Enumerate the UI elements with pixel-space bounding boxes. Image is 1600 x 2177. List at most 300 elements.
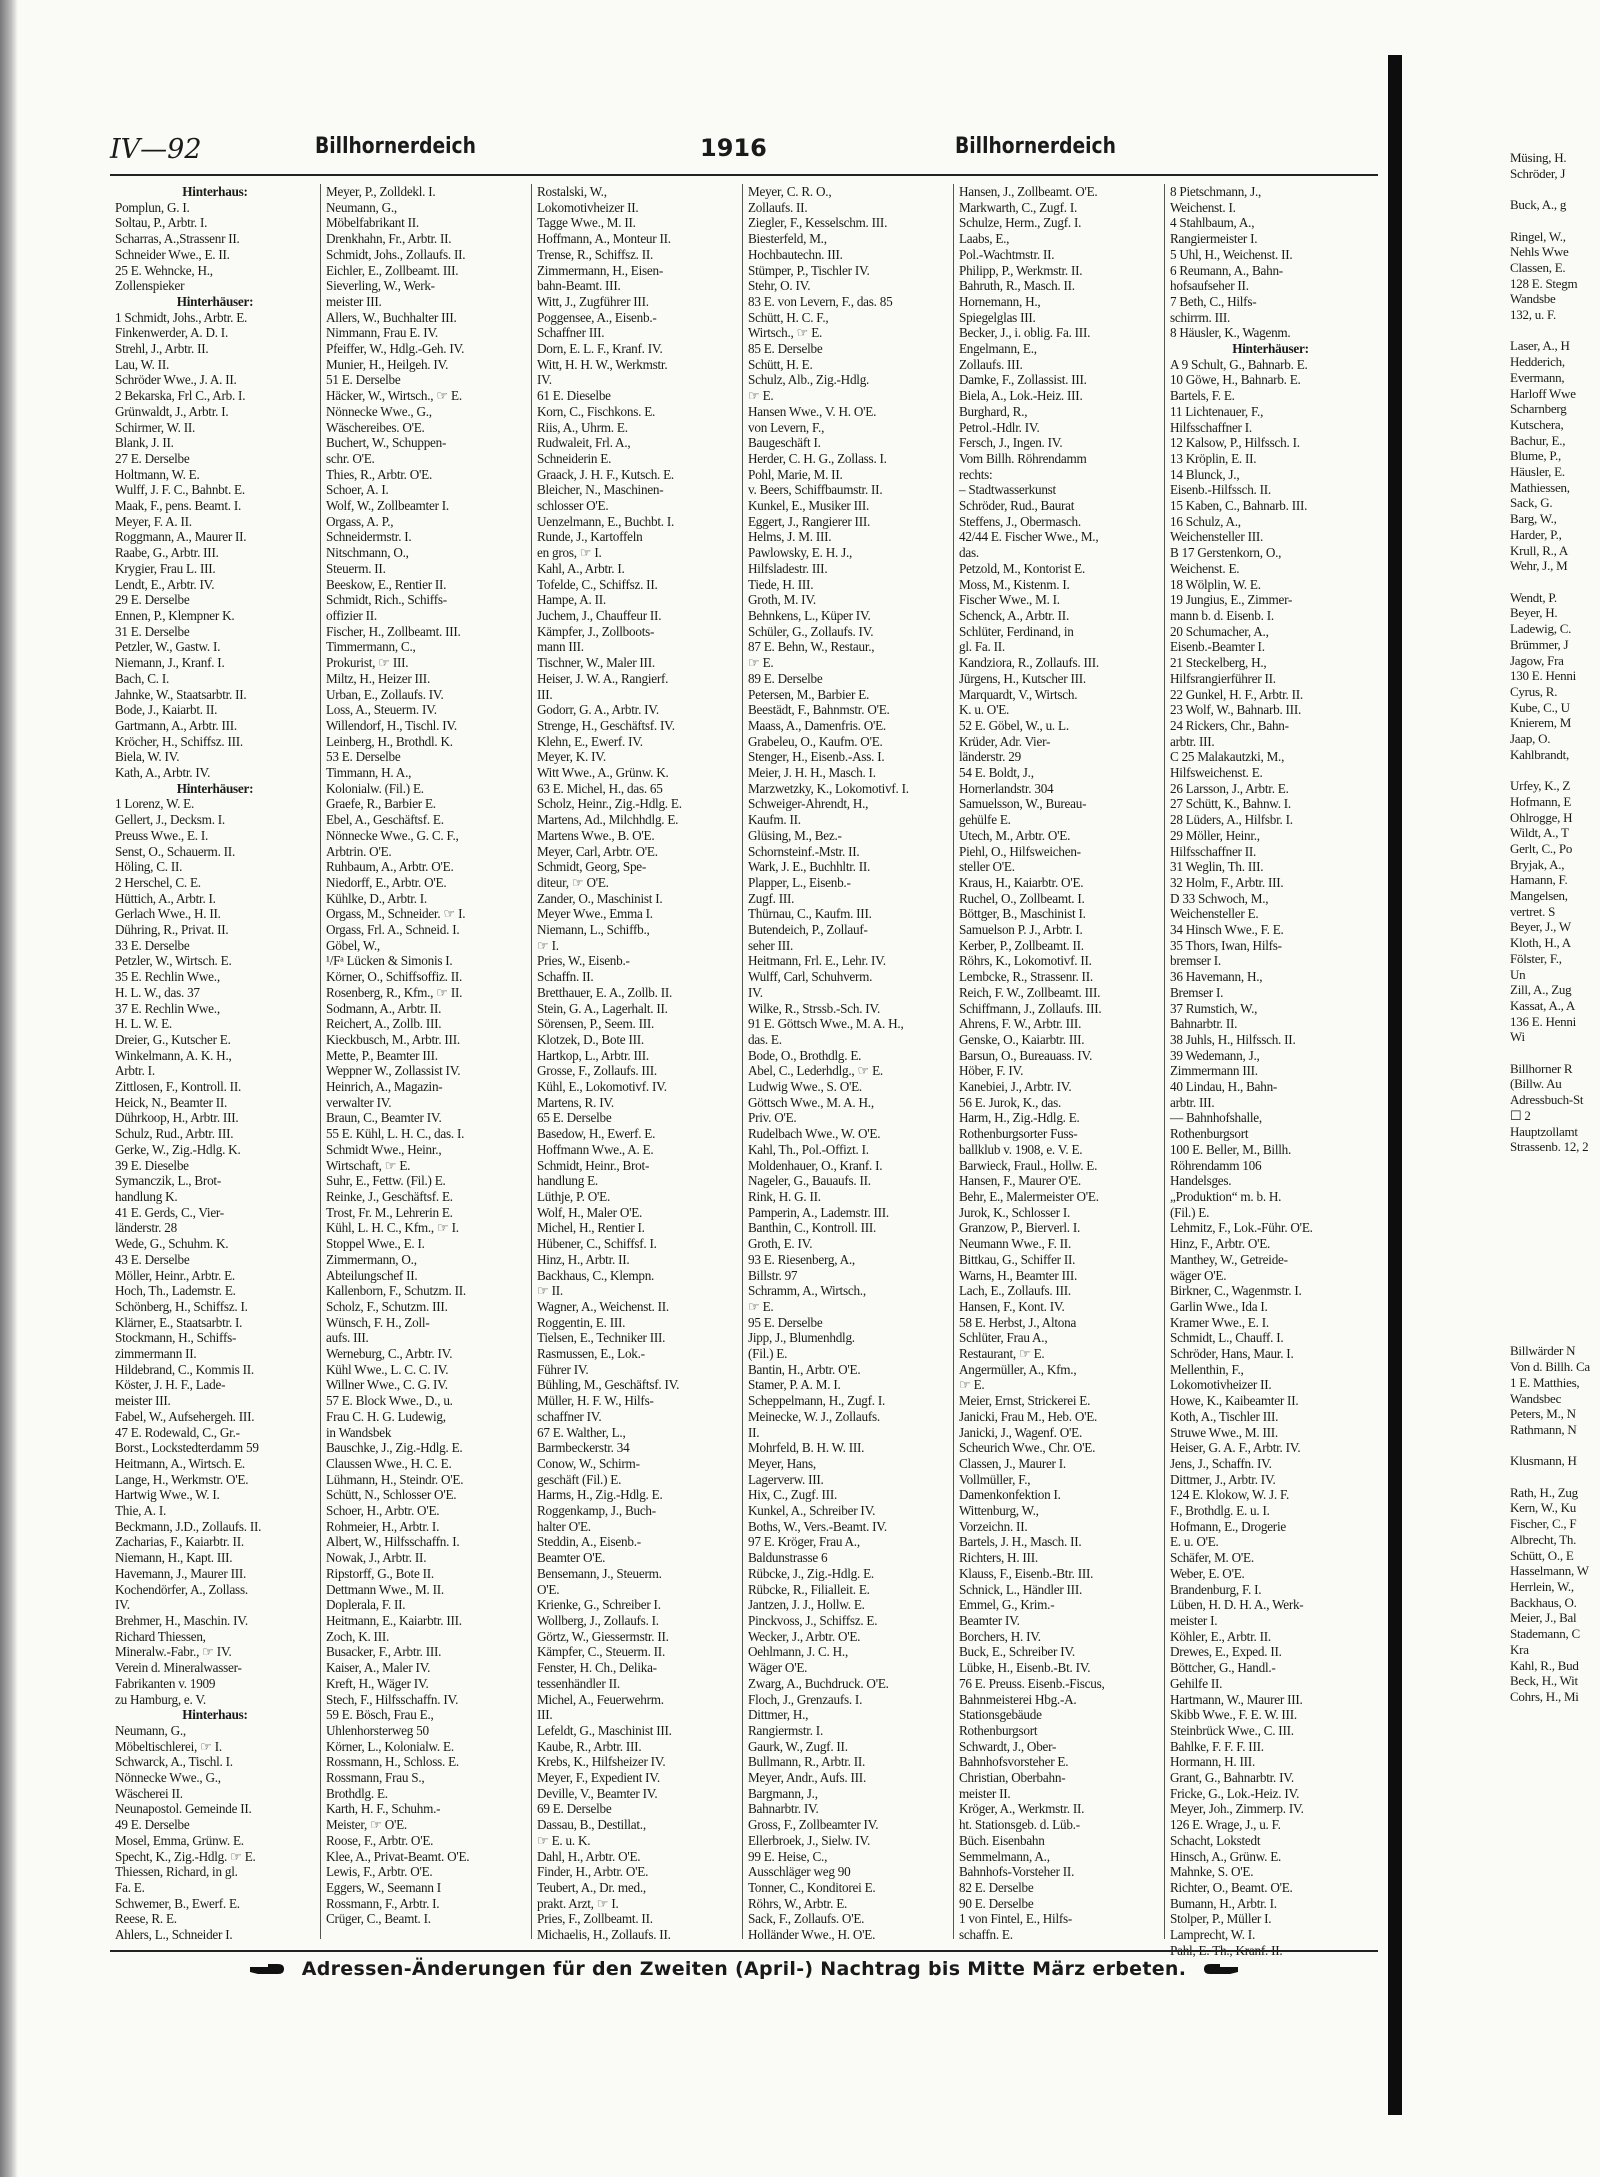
directory-entry: Albert, W., Hilfsschaffn. I.: [326, 1534, 460, 1550]
directory-entry: Hansen, J., Zollbeamt. O'E.: [959, 184, 1098, 199]
directory-entry: Wirtsch., ☞ E.: [748, 325, 823, 341]
directory-entry: Martens Wwe., B. O'E.: [537, 827, 655, 843]
directory-entry: Fischer, H., Zollbeamt. III.: [326, 623, 461, 639]
next-page-entry: Rathmann, N: [1510, 1421, 1577, 1437]
next-page-entry: Jagow, Fra: [1510, 652, 1564, 668]
directory-entry: Markwarth, C., Zugf. I.: [959, 199, 1078, 215]
next-page-entry: [1510, 1045, 1600, 1061]
directory-entry: Schornsteinf.-Mstr. II.: [748, 843, 860, 859]
directory-entry: 76 E. Preuss. Eisenb.-Fiscus,: [959, 1675, 1105, 1691]
directory-entry: 69 E. Derselbe: [537, 1801, 612, 1817]
section-heading: Hinterhäuser:: [176, 293, 254, 309]
directory-entry: Schmidt, Rich., Schiffs-: [326, 592, 447, 608]
directory-entry: Lühmann, H., Steindr. O'E.: [326, 1471, 464, 1487]
directory-entry: ☞ E.: [748, 388, 774, 404]
directory-entry: Angermüller, A., Kfm.,: [959, 1361, 1077, 1377]
directory-entry: Marzwetzky, K., Lokomotivf. I.: [748, 780, 909, 796]
directory-entry: 126 E. Wrage, J., u. F.: [1170, 1817, 1281, 1833]
directory-entry: D 33 Schwoch, M.,: [1170, 890, 1269, 906]
directory-entry: Fa. E.: [115, 1879, 145, 1895]
directory-entry: Kühl, L. H. C., Kfm., ☞ I.: [326, 1220, 459, 1236]
directory-entry: 89 E. Derselbe: [748, 670, 823, 686]
directory-entry: 49 E. Derselbe: [115, 1817, 190, 1833]
directory-entry: Gartmann, A., Arbtr. III.: [115, 717, 237, 733]
directory-entry: Sieverling, W., Werk-: [326, 278, 435, 294]
directory-entry: Rudelbach Wwe., W. O'E.: [748, 1126, 881, 1142]
directory-entry: Wolf, W., Zollbeamter I.: [326, 498, 449, 514]
directory-entry: 19 Jungius, E., Zimmer-: [1170, 592, 1293, 608]
directory-entry: Mette, P., Beamter III.: [326, 1047, 438, 1063]
next-page-entry: Herrlein, W.,: [1510, 1578, 1574, 1594]
directory-entry: Kerber, P., Zollbeamt. II.: [959, 937, 1084, 953]
directory-entry: Rangiermeister I.: [1170, 231, 1258, 247]
directory-entry: Gross, F., Zollbeamter IV.: [748, 1817, 879, 1833]
directory-entry: Bantin, H., Arbtr. O'E.: [748, 1361, 861, 1377]
directory-entry: Ellerbroek, J., Sielw. IV.: [748, 1832, 871, 1848]
directory-entry: Kath, A., Arbtr. IV.: [115, 765, 211, 781]
directory-entry: Bumann, H., Arbtr. I.: [1170, 1895, 1277, 1911]
next-page-entry: [1510, 1469, 1600, 1485]
next-page-entry: Schröder, J: [1510, 165, 1566, 181]
directory-entry: Weichensteller E.: [1170, 906, 1259, 922]
directory-entry: Riis, A., Uhrm. E.: [537, 419, 628, 435]
footer-notice: Adressen-Änderungen für den Zweiten (April-) Nachtrag bis Mitte März erbeten.: [301, 1958, 1187, 1980]
directory-entry: Ahlers, L., Schneider I.: [115, 1927, 233, 1943]
directory-entry: Lach, E., Zollaufs. III.: [959, 1283, 1071, 1299]
directory-entry: Eggers, W., Seemann I: [326, 1879, 441, 1895]
directory-entry: Meyer, F., Expedient IV.: [537, 1770, 660, 1786]
directory-entry: F., Brothdlg. E. u. I.: [1170, 1503, 1270, 1519]
directory-entry: Harms, H., Zig.-Hdlg. E.: [537, 1487, 663, 1503]
directory-entry: Rothenburgsort: [1170, 1126, 1249, 1142]
directory-entry: 14 Blunck, J.,: [1170, 466, 1240, 482]
directory-entry: Schütt, H. E.: [748, 356, 813, 372]
directory-entry: Körner, L., Kolonialw. E.: [326, 1738, 454, 1754]
section-heading: Hinterhäuser:: [176, 780, 254, 796]
directory-entry: 36 Havemann, H.,: [1170, 969, 1263, 985]
next-page-entry: 130 E. Henni: [1510, 668, 1576, 684]
directory-entry: 61 E. Dieselbe: [537, 388, 611, 404]
directory-entry: Frau C. H. G. Ludewig,: [326, 1408, 446, 1424]
directory-entry: Preuss Wwe., E. I.: [115, 827, 209, 843]
directory-entry: Poggensee, A., Eisenb.-: [537, 309, 657, 325]
directory-entry: Steuerm. II.: [326, 560, 386, 576]
directory-entry: Rosenberg, R., Kfm., ☞ II.: [326, 984, 463, 1000]
next-page-entry: Blume, P.,: [1510, 448, 1561, 464]
directory-entry: Zollaufs. II.: [748, 199, 808, 215]
next-page-fragment: [1510, 150, 1600, 2110]
directory-entry: Schröder Wwe., J. A. II.: [115, 372, 237, 388]
directory-entry: 10 Göwe, H., Bahnarb. E.: [1170, 372, 1301, 388]
directory-entry: Heitmann, Frl. E., Lehr. IV.: [748, 953, 886, 969]
directory-entry: 38 Juhls, H., Hilfssch. II.: [1170, 1031, 1296, 1047]
directory-entry: Roggmann, A., Maurer II.: [115, 529, 247, 545]
directory-entry: Jurok, K., Schlosser I.: [959, 1204, 1071, 1220]
directory-entry: 7 Beth, C., Hilfs-: [1170, 293, 1257, 309]
directory-entry: Ziegler, F., Kesselschm. III.: [748, 215, 888, 231]
directory-entry: 31 E. Derselbe: [115, 623, 190, 639]
directory-entry: Harm, H., Zig.-Hdlg. E.: [959, 1110, 1080, 1126]
directory-entry: Weichenst. E.: [1170, 560, 1240, 576]
directory-entry: Schacht, Lokstedt: [1170, 1832, 1261, 1848]
directory-entry: Manthey, W., Getreide-: [1170, 1251, 1288, 1267]
directory-entry: Gehilfe II.: [1170, 1675, 1223, 1691]
directory-entry: Miltz, H., Heizer III.: [326, 670, 430, 686]
directory-entry: mann b. d. Eisenb. I.: [1170, 607, 1274, 623]
directory-entry: Schönberg, H., Schiffsz. I.: [115, 1298, 248, 1314]
directory-entry: Wilke, R., Strssb.-Sch. IV.: [748, 1000, 881, 1016]
directory-entry: Göbel, W.,: [326, 937, 380, 953]
next-page-entry: Bachur, E.,: [1510, 432, 1566, 448]
directory-entry: 1 von Fintel, E., Hilfs-: [959, 1911, 1073, 1927]
directory-entry: Ausschläger weg 90: [748, 1864, 851, 1880]
directory-entry: 34 Hinsch Wwe., F. E.: [1170, 922, 1284, 938]
directory-entry: Drenkhahn, Fr., Arbtr. II.: [326, 231, 452, 247]
directory-entry: Petzler, W., Wirtsch. E.: [115, 953, 232, 969]
directory-entry: Klee, A., Privat-Beamt. O'E.: [326, 1848, 470, 1864]
directory-entry: Bahlke, F. F. F. III.: [1170, 1738, 1264, 1754]
directory-entry: Scholz, Heinr., Zig.-Hdlg. E.: [537, 796, 682, 812]
directory-entry: Ruhbaum, A., Arbtr. O'E.: [326, 859, 454, 875]
directory-entry: Gerlach Wwe., H. II.: [115, 906, 221, 922]
next-page-entry: Wildt, A., T: [1510, 825, 1569, 841]
directory-entry: Oehlmann, J. C. H.,: [748, 1644, 849, 1660]
directory-entry: II.: [748, 1424, 760, 1440]
directory-entry: Kaufm. II.: [748, 812, 801, 828]
directory-entry: offizier II.: [326, 607, 377, 623]
directory-entry: Stationsgebäude: [959, 1707, 1042, 1723]
directory-column-1: [110, 184, 321, 1943]
next-page-entry: [1510, 213, 1600, 229]
directory-entry: Scholz, F., Schutzm. III.: [326, 1298, 448, 1314]
next-page-entry: [1510, 1171, 1600, 1187]
directory-entry: ☞ I.: [537, 937, 559, 953]
directory-entry: Petzler, W., Gastw. I.: [115, 639, 221, 655]
directory-entry: Barsun, O., Bureauass. IV.: [959, 1047, 1093, 1063]
directory-entry: meister III.: [326, 293, 382, 309]
directory-entry: 11 Lichtenauer, F.,: [1170, 403, 1264, 419]
directory-entry: Godorr, G. A., Arbtr. IV.: [537, 702, 659, 718]
directory-entry: ☞ E. u. K.: [537, 1832, 591, 1848]
directory-entry: Hartkop, L., Arbtr. III.: [537, 1047, 649, 1063]
directory-entry: Bretthauer, E. A., Zollb. II.: [537, 984, 673, 1000]
directory-entry: 42/44 E. Fischer Wwe., M.,: [959, 529, 1099, 545]
directory-entry: 8 Pietschmann, J.,: [1170, 184, 1262, 199]
directory-entry: Rohmeier, H., Arbtr. I.: [326, 1518, 440, 1534]
directory-entry: Bullmann, R., Arbtr. II.: [748, 1754, 866, 1770]
directory-entry: Hoffmann Wwe., A. E.: [537, 1141, 654, 1157]
directory-entry: (Fil.) E.: [748, 1346, 788, 1362]
directory-entry: Pries, F., Zollbeamt. II.: [537, 1911, 653, 1927]
directory-entry: 31 Weglin, Th. III.: [1170, 859, 1264, 875]
directory-entry: Lefeldt, G., Maschinist III.: [537, 1722, 672, 1738]
next-page-entry: Fischer, C., F: [1510, 1516, 1577, 1532]
directory-entry: steller O'E.: [959, 859, 1015, 875]
directory-entry: Arbtr. I.: [115, 1063, 155, 1079]
directory-entry: Dorn, E. L. F., Kranf. IV.: [537, 341, 663, 357]
directory-entry: Pahl, E. Th., Kranf. II.: [1170, 1942, 1283, 1958]
directory-entry: Lamprecht, W. I.: [1170, 1927, 1255, 1943]
directory-entry: Gaurk, W., Zugf. II.: [748, 1738, 848, 1754]
directory-entry: Schmidt Wwe., Heinr.,: [326, 1141, 442, 1157]
edition-year: 1916: [700, 134, 767, 162]
directory-entry: Böttcher, G., Handl.-: [1170, 1660, 1276, 1676]
directory-entry: 39 E. Dieselbe: [115, 1157, 189, 1173]
directory-entry: Ebel, A., Geschäftsf. E.: [326, 812, 444, 828]
next-page-entry: 128 E. Stegm: [1510, 275, 1578, 291]
directory-entry: Führer IV.: [537, 1361, 589, 1377]
directory-entry: Mosel, Emma, Grünw. E.: [115, 1832, 244, 1848]
next-page-entry: Nehls Wwe: [1510, 244, 1569, 260]
directory-entry: Bremser I.: [1170, 984, 1224, 1000]
directory-entry: Roggenkamp, J., Buch-: [537, 1503, 656, 1519]
next-page-entry: Mathiessen,: [1510, 479, 1570, 495]
directory-entry: Loss, A., Steuerm. IV.: [326, 702, 437, 718]
directory-entry: Schwardt, J., Ober-: [959, 1738, 1057, 1754]
directory-entry: Dührkoop, H., Arbtr. III.: [115, 1110, 239, 1126]
directory-entry: 2 Bekarska, Frl C., Arb. I.: [115, 388, 246, 404]
directory-entry: Richters, H. III.: [959, 1550, 1038, 1566]
directory-entry: zimmermann II.: [115, 1346, 197, 1362]
directory-entry: Kühl Wwe., L. C. C. IV.: [326, 1361, 449, 1377]
directory-entry: Rossmann, F., Arbtr. I.: [326, 1895, 440, 1911]
directory-entry: 27 Schütt, K., Bahnw. I.: [1170, 796, 1291, 812]
directory-entry: 54 E. Boldt, J.,: [959, 765, 1034, 781]
directory-entry: rechts:: [959, 466, 993, 482]
directory-entry: Zollaufs. III.: [959, 356, 1023, 372]
directory-entry: 124 E. Klokow, W. J. F.: [1170, 1487, 1290, 1503]
directory-entry: Witt Wwe., A., Grünw. K.: [537, 765, 669, 781]
directory-entry: Reinke, J., Geschäftsf. E.: [326, 1189, 453, 1204]
directory-entry: Mahnke, S. O'E.: [1170, 1864, 1254, 1880]
directory-entry: Timmermann, C.,: [326, 639, 416, 655]
directory-entry: Floch, J., Grenzaufs. I.: [748, 1691, 863, 1707]
next-page-entry: Wandsbec: [1510, 1390, 1562, 1406]
directory-entry: Bahnhofsvorsteher E.: [959, 1754, 1069, 1770]
directory-entry: Mellenthin, F.,: [1170, 1361, 1244, 1377]
directory-entry: ☞ E.: [748, 1298, 774, 1314]
directory-entry: 65 E. Derselbe: [537, 1110, 612, 1126]
directory-entry: Laabs, E.,: [959, 231, 1010, 247]
directory-entry: Priv. O'E.: [748, 1110, 797, 1126]
directory-entry: Thies, R., Arbtr. O'E.: [326, 466, 433, 482]
directory-entry: 83 E. von Levern, F., das. 85: [748, 293, 893, 309]
directory-entry: Möbelfabrikant II.: [326, 215, 419, 231]
directory-entry: Soltau, P., Arbtr. I.: [115, 215, 208, 231]
next-page-entry: 136 E. Henni: [1510, 1013, 1576, 1029]
directory-entry: länderstr. 29: [959, 749, 1021, 765]
directory-entry: Hoffmann, A., Monteur II.: [537, 231, 671, 247]
directory-entry: Pamperin, A., Lademstr. III.: [748, 1204, 889, 1220]
directory-entry: Kunkel, E., Musiker III.: [748, 498, 870, 514]
directory-entry: 27 E. Derselbe: [115, 450, 190, 466]
directory-entry: Kämpfer, J., Zollboots-: [537, 623, 655, 639]
directory-entry: – Stadtwasserkunst: [959, 482, 1056, 498]
directory-entry: Handelsges.: [1170, 1173, 1232, 1189]
directory-entry: 33 E. Derselbe: [115, 937, 190, 953]
directory-entry: Höling, C. II.: [115, 859, 183, 875]
next-page-entry: Brümmer, J: [1510, 636, 1569, 652]
directory-entry: 21 Steckelberg, H.,: [1170, 655, 1267, 671]
directory-entry: Kahl, A., Arbtr. I.: [537, 560, 625, 576]
directory-entry: Jahnke, W., Staatsarbtr. II.: [115, 686, 247, 702]
directory-entry: Wede, G., Schuhm. K.: [115, 1236, 229, 1252]
directory-entry: Hilfsschaffner II.: [1170, 843, 1257, 859]
directory-entry: Mineralw.-Fabr., ☞ IV.: [115, 1644, 232, 1660]
directory-entry: Raabe, G., Arbtr. III.: [115, 545, 219, 561]
directory-entry: Steinbrück Wwe., C. III.: [1170, 1722, 1294, 1738]
directory-entry: Schütt, H. C. F.,: [748, 309, 829, 325]
directory-entry: Klauss, F., Eisenb.-Btr. III.: [959, 1565, 1094, 1581]
directory-entry: Dittmer, H.,: [748, 1707, 809, 1723]
directory-entry: Bargmann, J.,: [748, 1785, 818, 1801]
next-page-entry: Ladewig, C.: [1510, 621, 1572, 637]
directory-entry: Kühlke, D., Arbtr. I.: [326, 890, 427, 906]
directory-entry: Dreier, G., Kutscher E.: [115, 1031, 231, 1047]
directory-entry: Scharras, A.,Strassenr II.: [115, 231, 240, 247]
directory-entry: Nowak, J., Arbtr. II.: [326, 1550, 427, 1566]
directory-entry: Hansen Wwe., V. H. O'E.: [748, 403, 877, 419]
directory-entry: Meier, Ernst, Strickerei E.: [959, 1393, 1091, 1409]
directory-entry: Röhrs, K., Lokomotivf. II.: [959, 953, 1092, 969]
directory-entry: handlung K.: [115, 1189, 178, 1204]
next-page-entry: Fölster, F.,: [1510, 950, 1562, 966]
directory-entry: Meister, ☞ O'E.: [326, 1817, 407, 1833]
directory-entry: Thiessen, Richard, in gl.: [115, 1864, 238, 1880]
directory-entry: Bahnarbtr. IV.: [748, 1801, 819, 1817]
directory-entry: Bach, C. I.: [115, 670, 170, 686]
next-page-entry: [1510, 1234, 1600, 1250]
directory-entry: Buck, E., Schreiber IV.: [959, 1644, 1075, 1660]
directory-entry: prakt. Arzt, ☞ I.: [537, 1895, 619, 1911]
directory-entry: Havemann, J., Maurer III.: [115, 1565, 247, 1581]
directory-entry: Hornerlandstr. 304: [959, 780, 1054, 796]
street-heading-left: Billhornerdeich: [315, 134, 476, 159]
directory-entry: Bartels, F. E.: [1170, 388, 1235, 404]
directory-entry: 93 E. Riesenberg, A.,: [748, 1251, 855, 1267]
directory-entry: Hinz, F., Arbtr. O'E.: [1170, 1236, 1271, 1252]
directory-entry: Runde, J., Kartoffeln: [537, 529, 643, 545]
next-page-entry: Von d. Billh. Ca: [1510, 1359, 1590, 1375]
directory-entry: Rothenburgsort: [959, 1722, 1038, 1738]
scan-page-edge: [0, 0, 18, 2177]
directory-entry: 22 Gunkel, H. F., Arbtr. II.: [1170, 686, 1303, 702]
directory-entry: Trost, Fr. M., Lehrerin E.: [326, 1204, 453, 1220]
directory-entry: Wirtschaft, ☞ E.: [326, 1157, 411, 1173]
next-page-entry: Beyer, J., W: [1510, 919, 1571, 935]
directory-entry: 100 E. Beller, M., Billh.: [1170, 1141, 1292, 1157]
directory-entry: Lokomotivheizer II.: [537, 199, 639, 215]
directory-entry: Lembcke, R., Strassenr. II.: [959, 969, 1093, 985]
directory-entry: Wulff, J. F. C., Bahnbt. E.: [115, 482, 245, 498]
directory-entry: 47 E. Rodewald, C., Gr.-: [115, 1424, 240, 1440]
directory-entry: Dühring, R., Privat. II.: [115, 922, 229, 938]
directory-entry: Michaelis, H., Zollaufs. II.: [537, 1927, 671, 1943]
directory-entry: Büch. Eisenbahn: [959, 1832, 1045, 1848]
directory-entry: Fischer Wwe., M. I.: [959, 592, 1060, 608]
directory-entry: ☞ E.: [959, 1377, 985, 1393]
next-page-entry: Buck, A., g: [1510, 197, 1567, 213]
directory-entry: 13 Kröplin, E. II.: [1170, 450, 1257, 466]
directory-entry: Finder, H., Arbtr. O'E.: [537, 1864, 649, 1880]
directory-entry: Richter, O., Beamt. O'E.: [1170, 1879, 1293, 1895]
directory-entry: Heick, N., Beamter II.: [115, 1094, 228, 1110]
directory-entry: Granzow, P., Bierverl. I.: [959, 1220, 1081, 1236]
directory-entry: Janicki, J., Wagenf. O'E.: [959, 1424, 1083, 1440]
directory-entry: Strehl, J., Arbtr. II.: [115, 341, 209, 357]
directory-entry: Häcker, W., Wirtsch., ☞ E.: [326, 388, 462, 404]
next-page-entry: [1510, 1328, 1600, 1344]
directory-entry: Pomplun, G. I.: [115, 199, 190, 215]
next-page-entry: Evermann,: [1510, 369, 1565, 385]
directory-entry: Schulz, Rud., Arbtr. III.: [115, 1126, 234, 1142]
directory-entry: Reich, F. W., Zollbeamt. III.: [959, 984, 1101, 1000]
directory-entry: 12 Kalsow, P., Hilfssch. I.: [1170, 435, 1300, 451]
directory-entry: 16 Schulz, A.,: [1170, 513, 1241, 529]
directory-entry: Lehmitz, F., Lok.-Führ. O'E.: [1170, 1220, 1313, 1236]
directory-entry: Schröder, Hans, Maur. I.: [1170, 1346, 1294, 1362]
directory-entry: 15 Kaben, C., Bahnarb. III.: [1170, 498, 1308, 514]
next-page-entry: [1510, 1265, 1600, 1281]
directory-entry: Jipp, J., Blumenhdlg.: [748, 1330, 855, 1346]
directory-entry: III.: [537, 686, 553, 702]
directory-entry: Hilfsladestr. III.: [748, 560, 828, 576]
directory-entry: handlung E.: [537, 1173, 598, 1189]
directory-entry: Schulze, Herm., Zugf. I.: [959, 215, 1082, 231]
directory-entry: Behnkens, L., Küper IV.: [748, 607, 871, 623]
next-page-entry: Beyer, H.: [1510, 605, 1558, 621]
directory-entry: 63 E. Michel, H., das. 65: [537, 780, 663, 796]
directory-column-5: [954, 184, 1165, 1943]
directory-entry: Hübener, C., Schiffsf. I.: [537, 1236, 657, 1252]
directory-entry: Wagner, A., Weichenst. II.: [537, 1298, 669, 1314]
directory-entry: Rübcke, J., Zig.-Hdlg. E.: [748, 1565, 874, 1581]
next-page-entry: Hasselmann, W: [1510, 1563, 1589, 1579]
directory-entry: Groth, M. IV.: [748, 592, 816, 608]
directory-entry: Restaurant, ☞ E.: [959, 1346, 1045, 1362]
page-binding-gutter: [1388, 55, 1402, 2115]
directory-entry: Hilfsrangierführer II.: [1170, 670, 1276, 686]
next-page-entry: Strassenb. 12, 2: [1510, 1139, 1589, 1155]
directory-entry: Baugeschäft I.: [748, 435, 821, 451]
directory-entry: Zugf. III.: [748, 890, 795, 906]
directory-column-2: [321, 184, 532, 1939]
directory-entry: E. u. O'E.: [1170, 1534, 1219, 1550]
directory-entry: Hoch, Th., Lademstr. E.: [115, 1283, 236, 1299]
next-page-entry: Hamann, F.: [1510, 872, 1568, 888]
directory-entry: Schmidt, Georg, Spe-: [537, 859, 647, 875]
directory-entry: Heinrich, A., Magazin-: [326, 1079, 443, 1095]
directory-entry: Hansen, F., Kont. IV.: [959, 1298, 1065, 1314]
next-page-entry: [1510, 1249, 1600, 1265]
directory-entry: Skibb Wwe., F. E. W. III.: [1170, 1707, 1297, 1723]
directory-entry: Zoch, K. III.: [326, 1628, 390, 1644]
directory-entry: Uenzelmann, E., Buchbt. I.: [537, 513, 675, 529]
directory-entry: 41 E. Gerds, C., Vier-: [115, 1204, 224, 1220]
directory-entry: 39 Wedemann, J.,: [1170, 1047, 1260, 1063]
directory-entry: 29 E. Derselbe: [115, 592, 190, 608]
directory-entry: 6 Reumann, A., Bahn-: [1170, 262, 1283, 278]
directory-entry: Witt, J., Zugführer III.: [537, 293, 649, 309]
directory-entry: 25 E. Wehncke, H.,: [115, 262, 213, 278]
directory-entry: Deville, V., Beamter IV.: [537, 1785, 658, 1801]
directory-entry: H. L. W., das. 37: [115, 984, 200, 1000]
directory-entry: Heiser, J. W. A., Rangierf.: [537, 670, 669, 686]
directory-entry: Schwarck, A., Tischl. I.: [115, 1754, 233, 1770]
next-page-entry: Hofmann, E: [1510, 793, 1572, 809]
next-page-entry: [1510, 574, 1600, 590]
directory-entry: Kühl, E., Lokomotivf. IV.: [537, 1079, 667, 1095]
